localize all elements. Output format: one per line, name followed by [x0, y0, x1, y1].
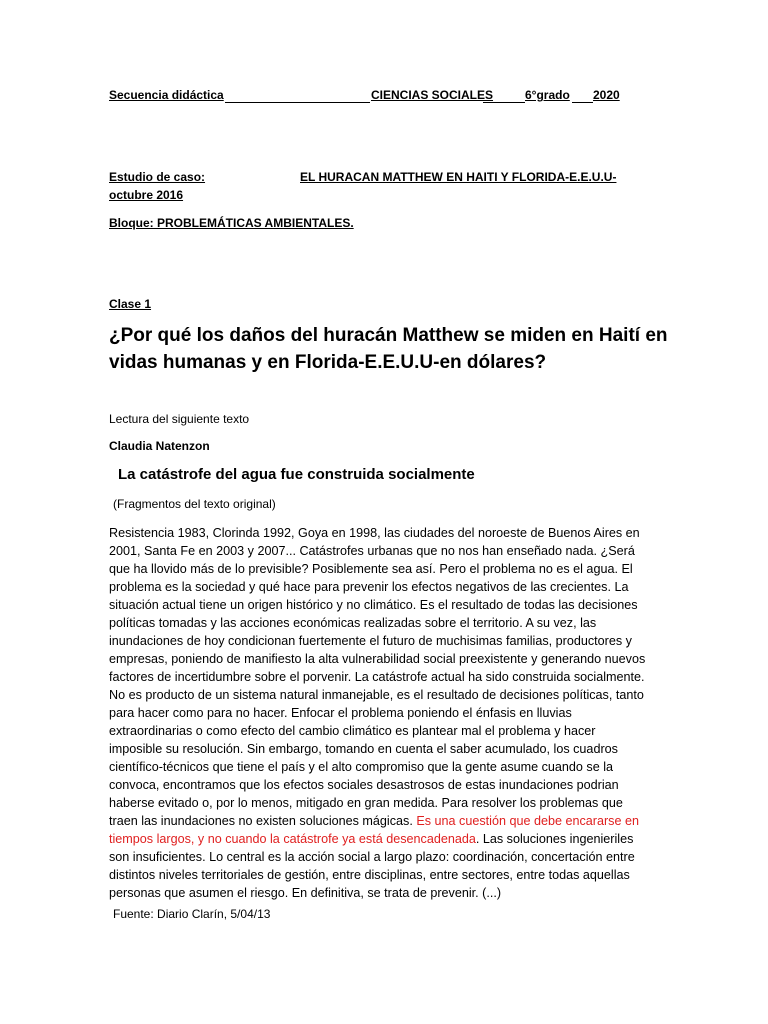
main-question: ¿Por qué los daños del huracán Matthew se miden en Haití en vidas humanas y en Florida-E.E.U.U-en dólares?: [109, 325, 668, 373]
sequence-label: Secuencia didáctica: [109, 88, 224, 102]
article-body: [109, 524, 649, 902]
header-underline-spacer-3: [572, 88, 593, 103]
case-study-label: Estudio de caso:: [109, 170, 206, 184]
year-label: 2020: [593, 88, 620, 102]
reading-label: Lectura del siguiente texto: [109, 412, 250, 426]
case-study-date: octubre 2016: [109, 188, 184, 202]
article-body-part-1: Resistencia 1983, Clorinda 1992, Goya en 1998, las ciudades del noroeste de Buenos Aires en 2001, Santa Fe en 2003 y 2007... Catástrofes urbanas que no nos han enseñado nada. ¿Será que ha llovido más de lo previsible? Posiblemente sea así. Pero el problema no es el agua. El problema es la sociedad y qué hace para prevenir los efectos negativos de las crecientes. La situación actual tiene un origen histórico y no climático. Es el resultado de todas las decisiones políticas tomadas y las acciones económicas realizadas sobre el territorio. A su vez, las inundaciones de hoy condicionan fuertemente el futuro de muchisimas familias, productores y empresas, poniendo de manifiesto la alta vulnerabilidad social preexistente y generando nuevos factores de incertidumbre sobre el porvenir. La catástrofe actual ha sido construida socialmente. No es producto de un sistema natural inmanejable, es el resultado de decisiones políticas, tanto para hacer como para no hacer. Enfocar el problema poniendo el énfasis en lluvias extraordinarias o como efecto del cambio climático es plantear mal el problema y hacer imposible su resolución. Sin embargo, tomando en cuenta el saber acumulado, los cuadros científico-técnicos que tiene el país y el alto compromiso que la gente asume cuando se la convoca, encontramos que los efectos sociales desastrosos de estas inundaciones podrian haberse evitado o, por lo menos, mitigado en gran medida. Para resolver los problemas que traen las inundaciones no existen soluciones mágicas.: [109, 526, 646, 828]
block-label: Bloque: PROBLEMÁTICAS AMBIENTALES.: [109, 216, 354, 230]
class-label: Clase 1: [109, 297, 152, 311]
author-name: Claudia Natenzon: [109, 439, 210, 453]
source-citation: Fuente: Diario Clarín, 5/04/13: [113, 907, 271, 921]
header-underline-spacer-2: [483, 88, 525, 103]
grade-label: 6°grado: [525, 88, 570, 102]
article-highlight: Es una cuestión que debe encararse en tiempos largos, y no cuando la catástrofe ya está desencadenada: [109, 814, 639, 846]
article-body-part-2: . Las soluciones ingenieriles son insuficientes. Lo central es la acción social a largo plazo: coordinación, concertación entre distintos niveles territoriales de gestión, entre disciplinas, entre sectores, entre todas aquellas personas que asumen el riesgo. En definitiva, se trata de prevenir. (...): [109, 832, 635, 900]
article-title: La catástrofe del agua fue construida socialmente: [118, 466, 475, 483]
case-study-title: EL HURACAN MATTHEW EN HAITI Y FLORIDA-E.E.U.U-: [300, 170, 617, 184]
fragments-note: (Fragmentos del texto original): [113, 497, 276, 511]
header-underline-spacer: [225, 88, 370, 103]
subject-label: CIENCIAS SOCIALES: [371, 88, 494, 102]
